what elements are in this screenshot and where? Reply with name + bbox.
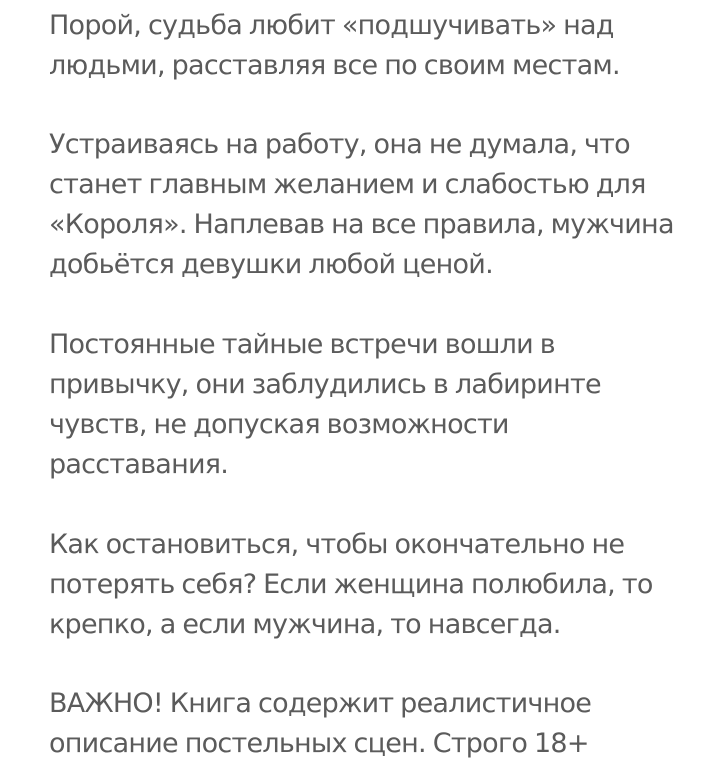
text-line: людьми, расставляя все по своим местам. xyxy=(49,50,620,81)
text-line: чувств, не допуская возможности xyxy=(49,409,509,440)
text-line: описание постельных сцен. Строго 18+ xyxy=(49,728,589,759)
text-line: крепко, а если мужчина, то навсегда. xyxy=(49,609,561,640)
paragraph-question xyxy=(49,525,653,645)
text-line: добьётся девушки любой ценой. xyxy=(49,249,493,280)
text-line: «Короля». Наплевав на все правила, мужчина xyxy=(49,209,674,240)
paragraph-plot xyxy=(49,125,674,285)
paragraph-meetings xyxy=(49,325,601,485)
paragraph-intro xyxy=(49,6,620,86)
text-line: расставания. xyxy=(49,449,229,480)
text-line: ВАЖНО! Книга содержит реалистичное xyxy=(49,688,592,719)
text-line: Порой, судьба любит «подшучивать» над xyxy=(49,10,614,41)
text-line: потерять себя? Если женщина полюбила, то xyxy=(49,569,653,600)
text-line: Устраиваясь на работу, она не думала, что xyxy=(49,129,630,160)
text-line: Постоянные тайные встречи вошли в xyxy=(49,329,555,360)
text-line: привычку, они заблудились в лабиринте xyxy=(49,369,601,400)
text-line: Как остановиться, чтобы окончательно не xyxy=(49,529,625,560)
paragraph-warning xyxy=(49,684,591,764)
text-line: станет главным желанием и слабостью для xyxy=(49,169,646,200)
